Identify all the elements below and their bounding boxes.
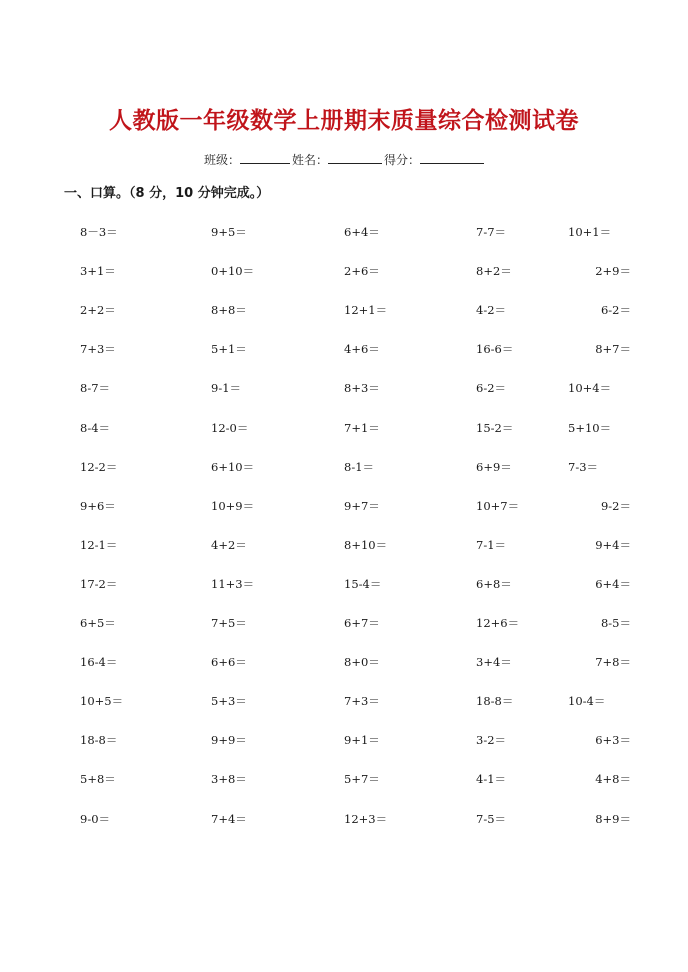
arithmetic-problem: 7+1＝ xyxy=(344,420,380,435)
arithmetic-problem: 8+3＝ xyxy=(344,381,380,396)
problem-row xyxy=(0,535,688,555)
arithmetic-problem: 9+4＝ xyxy=(595,537,631,552)
arithmetic-problem: 9-1＝ xyxy=(211,381,242,396)
arithmetic-problem: 11+3＝ xyxy=(211,576,255,591)
arithmetic-problem: 4+8＝ xyxy=(595,772,631,787)
arithmetic-problem: 8-1＝ xyxy=(344,459,375,474)
arithmetic-problem: 10+1＝ xyxy=(568,225,612,239)
problem-row xyxy=(0,496,688,516)
arithmetic-problem: 9+5＝ xyxy=(211,225,247,239)
problem-row xyxy=(0,730,688,750)
arithmetic-problem: 6+3＝ xyxy=(595,733,631,748)
problem-row xyxy=(0,339,688,359)
arithmetic-problem: 4+2＝ xyxy=(211,537,247,552)
arithmetic-problem: 7-5＝ xyxy=(476,811,507,826)
arithmetic-problem: 8－3＝ xyxy=(80,225,118,239)
arithmetic-problem: 3-2＝ xyxy=(476,733,507,748)
name-label: 姓名： xyxy=(291,153,328,167)
arithmetic-problem: 10+4＝ xyxy=(568,381,612,396)
arithmetic-problem: 16-4＝ xyxy=(80,655,118,670)
arithmetic-problem: 6+10＝ xyxy=(211,459,255,474)
arithmetic-problem: 9-0＝ xyxy=(80,811,111,826)
arithmetic-problem: 8-7＝ xyxy=(80,381,111,396)
arithmetic-problem: 6+9＝ xyxy=(476,459,512,474)
arithmetic-problem: 8+0＝ xyxy=(344,655,380,670)
arithmetic-problem: 8+2＝ xyxy=(476,264,512,279)
arithmetic-problem: 8-4＝ xyxy=(80,420,111,435)
arithmetic-problem: 6+5＝ xyxy=(80,616,116,630)
arithmetic-problem: 4-2＝ xyxy=(476,303,507,318)
arithmetic-problem: 6+6＝ xyxy=(211,655,247,670)
arithmetic-problem: 2+6＝ xyxy=(344,264,380,279)
problem-row xyxy=(0,613,688,633)
arithmetic-problem: 7-7＝ xyxy=(476,225,507,239)
exam-title: 人教版一年级数学上册期末质量综合检测试卷 xyxy=(109,108,579,134)
arithmetic-problem: 5+1＝ xyxy=(211,342,247,357)
arithmetic-problem: 6+7＝ xyxy=(344,616,380,630)
arithmetic-problem: 16-6＝ xyxy=(476,342,514,357)
section-heading-mental-arithmetic: 一、口算。（8 分，10 分钟完成。） xyxy=(64,186,270,201)
arithmetic-problem: 10+9＝ xyxy=(211,498,255,513)
arithmetic-problem: 10+7＝ xyxy=(476,498,520,513)
arithmetic-problem: 12-1＝ xyxy=(80,537,118,552)
arithmetic-problem: 7+3＝ xyxy=(80,342,116,357)
arithmetic-problem: 12-0＝ xyxy=(211,420,249,435)
arithmetic-problem: 7-1＝ xyxy=(476,537,507,552)
arithmetic-problem: 7+4＝ xyxy=(211,811,247,826)
arithmetic-problem: 4+6＝ xyxy=(344,342,380,357)
arithmetic-problem: 9+9＝ xyxy=(211,733,247,748)
arithmetic-problem: 2+9＝ xyxy=(595,264,631,279)
arithmetic-problem: 9+7＝ xyxy=(344,498,380,513)
problem-row xyxy=(0,457,688,477)
arithmetic-problem: 6+8＝ xyxy=(476,576,512,591)
arithmetic-problem: 8+8＝ xyxy=(211,303,247,318)
arithmetic-problem: 8+9＝ xyxy=(595,811,631,826)
problem-row xyxy=(0,574,688,594)
arithmetic-problem: 8-5＝ xyxy=(600,616,631,630)
arithmetic-problem: 6+4＝ xyxy=(595,576,631,591)
score-label: 得分： xyxy=(384,153,421,167)
problem-row xyxy=(0,300,688,320)
problem-row xyxy=(0,418,688,438)
problem-row xyxy=(0,691,688,711)
arithmetic-problem: 15-4＝ xyxy=(344,576,382,591)
arithmetic-problem: 17-2＝ xyxy=(80,576,118,591)
arithmetic-problem: 9+6＝ xyxy=(80,498,116,513)
problem-row xyxy=(0,261,688,281)
arithmetic-problem: 5+8＝ xyxy=(80,772,116,787)
arithmetic-problem: 3+8＝ xyxy=(211,772,247,787)
arithmetic-problem: 7+3＝ xyxy=(344,694,380,709)
arithmetic-problem: 5+7＝ xyxy=(344,772,380,787)
problem-row xyxy=(0,652,688,672)
arithmetic-problem: 9-2＝ xyxy=(600,498,631,513)
arithmetic-problem: 3+4＝ xyxy=(476,655,512,670)
arithmetic-problem: 8+10＝ xyxy=(344,537,388,552)
arithmetic-problem: 12-2＝ xyxy=(80,459,118,474)
problem-row xyxy=(0,378,688,398)
class-label: 班级： xyxy=(203,153,240,167)
arithmetic-problem: 18-8＝ xyxy=(80,733,118,748)
arithmetic-problem: 3+1＝ xyxy=(80,264,116,279)
arithmetic-problem: 7+8＝ xyxy=(595,655,631,670)
arithmetic-problem: 7-3＝ xyxy=(568,459,599,474)
arithmetic-problem: 12+6＝ xyxy=(476,616,520,630)
arithmetic-problem: 10-4＝ xyxy=(568,694,606,709)
arithmetic-problem: 12+1＝ xyxy=(344,303,388,318)
arithmetic-problem: 10+5＝ xyxy=(80,694,124,709)
arithmetic-problem: 18-8＝ xyxy=(476,694,514,709)
arithmetic-problem: 5+3＝ xyxy=(211,694,247,709)
arithmetic-problem: 9+1＝ xyxy=(344,733,380,748)
arithmetic-problem: 0+10＝ xyxy=(211,264,255,279)
arithmetic-problem: 8+7＝ xyxy=(595,342,631,357)
problem-row xyxy=(0,809,688,829)
arithmetic-problem: 6+4＝ xyxy=(344,225,380,239)
arithmetic-problem: 15-2＝ xyxy=(476,420,514,435)
arithmetic-problem: 6-2＝ xyxy=(600,303,631,318)
arithmetic-problem: 4-1＝ xyxy=(476,772,507,787)
problem-row xyxy=(0,222,688,242)
arithmetic-problem: 2+2＝ xyxy=(80,303,116,318)
problem-row xyxy=(0,769,688,789)
arithmetic-problem: 6-2＝ xyxy=(476,381,507,396)
arithmetic-problem: 7+5＝ xyxy=(211,616,247,630)
arithmetic-problem: 5+10＝ xyxy=(568,420,612,435)
arithmetic-problem: 12+3＝ xyxy=(344,811,388,826)
